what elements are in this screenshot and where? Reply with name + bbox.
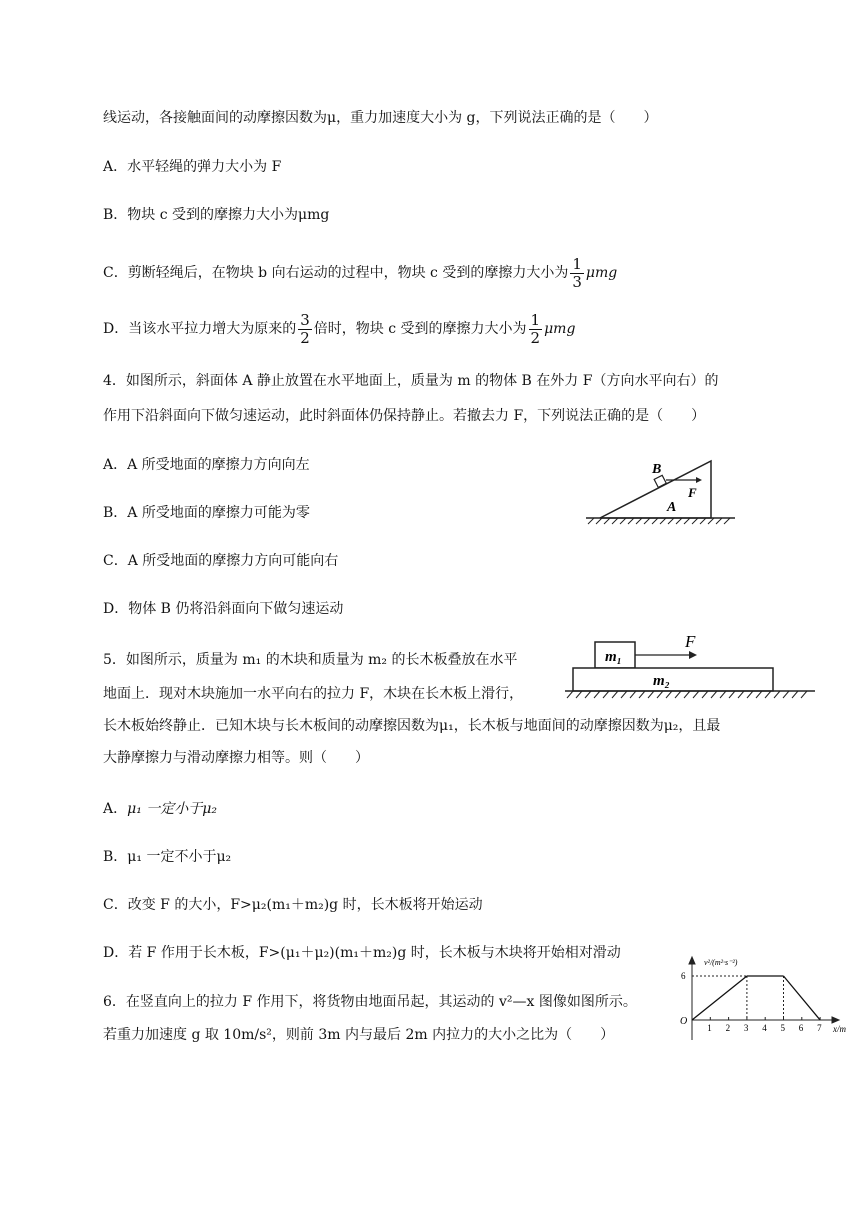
q5-stem-line3: 长木板始终静止．已知木块与长木板间的动摩擦因数为μ₁，长木板与地面间的动摩擦因数为μ₂，且最 [103,718,721,734]
x-tick-label: 1 [707,1023,712,1033]
q4-stem-line1: 4．如图所示，斜面体 A 静止放置在水平地面上，质量为 m 的物体 B 在外力 F（方向水平向右）的 [103,373,719,389]
data-series [692,976,820,1020]
option-text: A 所受地面的摩擦力方向向左 [127,457,310,473]
option-text: 剪断轻绳后，在物块 b 向右运动的过程中，物块 c 受到的摩擦力大小为 [127,265,569,281]
option-letter: C． [103,553,128,569]
origin-label: O [680,1016,688,1027]
option-letter: D． [103,945,129,961]
option-text: 物体 B 仍将沿斜面向下做匀速运动 [128,601,344,617]
ground-hatching [565,691,815,698]
option-text: μmg [585,265,618,281]
option-text: 水平轻绳的弹力大小为 F [127,159,282,175]
q4-option-a [103,455,310,475]
q5-stem-line2: 地面上．现对木块施加一水平向右的拉力 F，木块在长木板上滑行， [103,686,524,702]
ground-hatching [586,518,735,524]
q6-stem-line1: 6．在竖直向上的拉力 F 作用下，将货物由地面吊起，其运动的 v²—x 图像如图所示。 [103,994,637,1010]
q5-stem-line4: 大静摩擦力与滑动摩擦力相等。则（ ） [103,750,369,766]
option-letter: C． [103,897,128,913]
label-f: F [685,632,696,651]
option-letter: D． [103,601,129,617]
x-tick-labels [707,1017,822,1033]
q5-stem-line1: 5．如图所示，质量为 m₁ 的木块和质量为 m₂ 的长木板叠放在水平 [103,652,518,668]
fraction [298,312,312,347]
q3-option-b [103,205,329,225]
fraction [570,256,584,291]
incline-figure [580,455,740,525]
x-tick-label: 6 [798,1023,804,1033]
option-text: 当该水平拉力增大为原来的 [128,321,297,337]
label-m1: m₁ [605,649,622,665]
y-axis-arrow [689,957,695,964]
y-tick-label: 6 [681,971,686,981]
option-letter: C． [103,265,128,281]
option-letter: A． [103,801,128,817]
fraction-numerator: 1 [572,254,582,273]
x-axis-label: x/m [833,1024,846,1034]
option-letter: B． [103,207,128,223]
q5-option-d [103,943,621,963]
label-m2: m₂ [653,673,670,689]
q3-stem-tail: 线运动，各接触面间的动摩擦因数为μ，重力加速度大小为 g，下列说法正确的是（ ） [103,110,658,126]
option-letter: A． [103,159,128,175]
option-text: 倍时，物块 c 受到的摩擦力大小为 [313,321,527,337]
series-segment [692,976,747,1020]
option-letter: D． [103,321,129,337]
q4-stem-line2: 作用下沿斜面向下做匀速运动，此时斜面体仍保持静止。若撤去力 F，下列说法正确的是（ ） [103,408,706,424]
v2-x-chart [674,952,854,1047]
y-tick-labels [681,971,784,1020]
q5-option-a [103,799,217,819]
option-text: μ₁ 一定小于μ₂ [127,801,217,817]
x-axis-arrow [832,1017,839,1023]
label-f: F [688,485,697,500]
fraction-numerator: 3 [300,310,310,329]
force-arrow-head [696,477,702,483]
q3-option-d [103,311,575,347]
fraction-denominator: 2 [530,328,541,347]
stacked-blocks-figure [565,630,820,710]
option-text: A 所受地面的摩擦力方向可能向右 [127,553,339,569]
force-arrow-head [689,651,697,659]
x-tick-label: 3 [743,1023,749,1033]
board-m2 [573,668,773,691]
q4-option-d [103,599,343,619]
option-letter: A． [103,457,128,473]
q5-option-b [103,847,231,867]
option-letter: B． [103,505,128,521]
x-tick-label: 5 [780,1023,785,1033]
option-text: 物块 c 受到的摩擦力大小为μmg [127,207,330,223]
option-letter: B． [103,849,128,865]
series-segment [784,976,821,1020]
q4-option-c [103,551,338,571]
x-tick-label: 7 [817,1023,822,1033]
x-tick-label: 2 [725,1023,731,1033]
y-axis-label: v²/(m²·s⁻²) [704,958,738,967]
q6-stem-line2: 若重力加速度 g 取 10m/s²，则前 3m 内与最后 2m 内拉力的大小之比为（ ） [103,1027,615,1043]
x-tick-label: 4 [762,1023,767,1033]
q3-option-c [103,255,617,291]
option-text: 改变 F 的大小，F>μ₂(m₁＋m₂)g 时，长木板将开始运动 [127,897,483,913]
q3-option-a [103,157,281,177]
fraction-denominator: 3 [572,272,582,291]
label-a: A [667,500,677,515]
label-b: B [652,462,662,477]
option-text: μ₁ 一定不小于μ₂ [127,849,232,865]
option-text: A 所受地面的摩擦力可能为零 [127,505,310,521]
option-text: 若 F 作用于长木板，F>(μ₁＋μ₂)(m₁＋m₂)g 时，长木板与木块将开始相对滑动 [128,945,621,961]
fraction-numerator: 1 [530,310,541,329]
q4-option-b [103,503,310,523]
option-text: μmg [544,321,576,337]
q5-option-c [103,895,483,915]
fraction-denominator: 2 [300,328,310,347]
fraction [529,312,543,347]
